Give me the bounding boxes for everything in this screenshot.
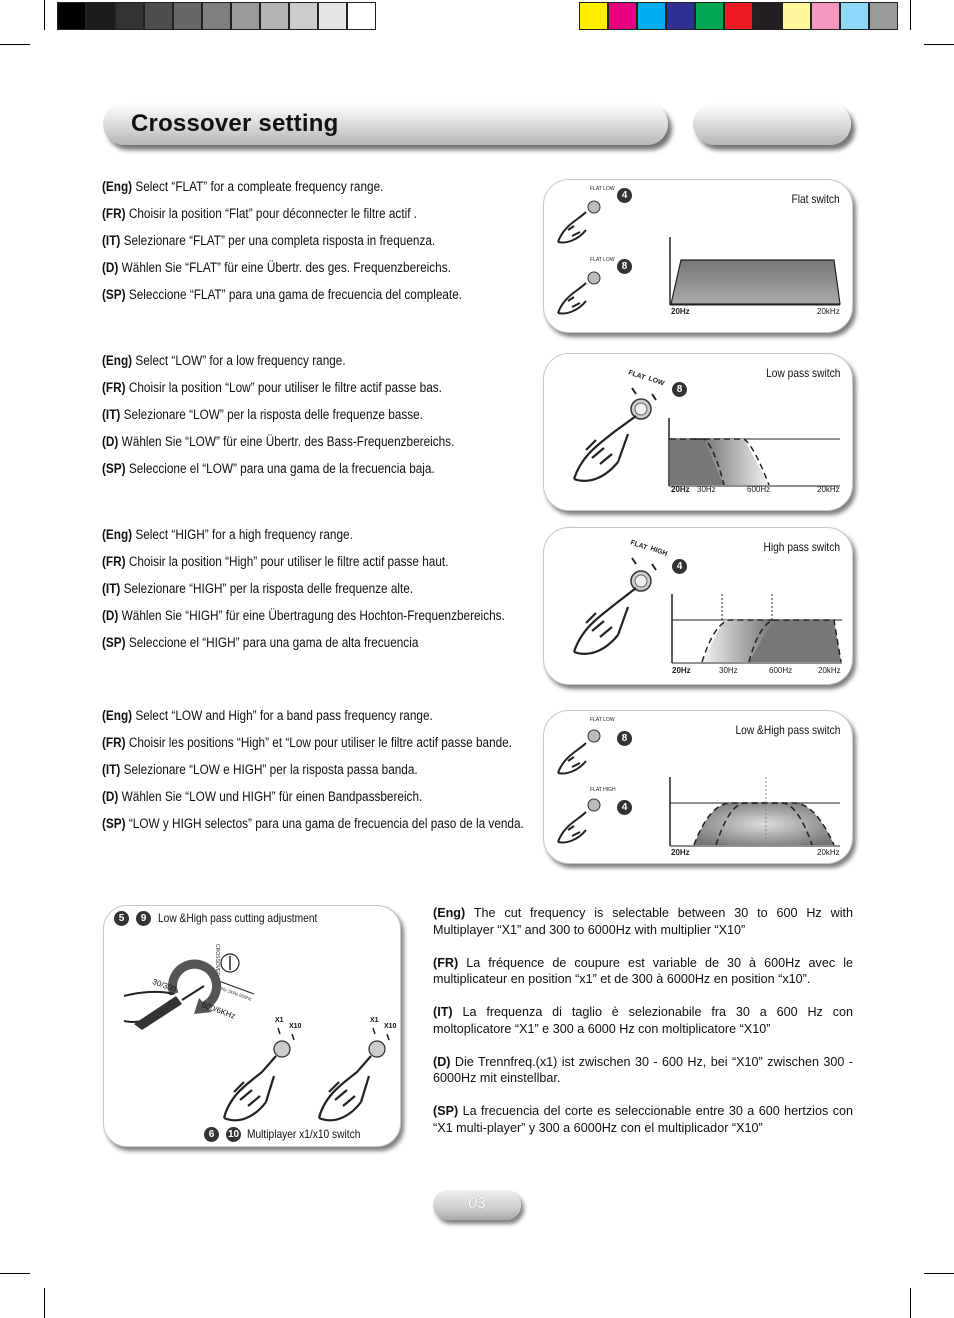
crop-mark	[44, 0, 45, 30]
description-text: The cut frequency is selectable between 30 to 600 Hz with Multiplayer “X1” and 300 to 6000Hz with multiplier “X10”	[433, 906, 853, 937]
language-code: (FR)	[433, 955, 459, 970]
language-line	[102, 521, 472, 548]
gray-swatch	[115, 2, 144, 30]
section-flat-text	[102, 173, 472, 308]
instruction-text: Select “LOW and High” for a band pass frequency range.	[135, 708, 433, 723]
freq-label: 30Hz	[719, 666, 738, 675]
language-code: (IT)	[102, 762, 121, 777]
svg-text:FLAT: FLAT	[629, 539, 649, 552]
gray-swatch	[318, 2, 347, 30]
instruction-text: Choisir la position “High” pour utiliser le filtre actif passe haut.	[128, 554, 449, 569]
description-paragraph	[433, 1103, 853, 1136]
high-pass-switch-panel	[543, 527, 853, 685]
color-swatch	[637, 2, 666, 30]
knob-min-label: 30/300	[151, 977, 178, 994]
freq-label: 600Hz	[769, 666, 793, 675]
title-banner	[103, 103, 668, 145]
language-line	[102, 281, 472, 308]
instruction-text: Wählen Sie “LOW und HIGH” für einen Bandpassbereich.	[121, 789, 423, 804]
multiplier-description	[433, 905, 853, 1153]
language-line	[102, 428, 472, 455]
language-code: (D)	[102, 789, 119, 804]
language-code: (SP)	[102, 816, 126, 831]
language-code: (SP)	[433, 1104, 459, 1118]
freq-label: 20kHz	[817, 485, 840, 494]
language-code: (FR)	[102, 380, 126, 395]
freq-label: 20Hz	[671, 485, 690, 494]
instruction-text: Seleccione el “LOW” para una gama de la frecuencia baja.	[128, 461, 435, 476]
language-code: (IT)	[433, 1005, 453, 1019]
flat-illustration	[544, 180, 852, 332]
step-badge: 4	[617, 800, 632, 815]
language-code: (FR)	[102, 554, 126, 569]
language-line	[102, 347, 472, 374]
language-line	[102, 702, 472, 729]
instruction-text: Wählen Sie “LOW” für eine Übertr. des Bass-Frequenzbereichs.	[121, 434, 455, 449]
adjustment-illustration	[104, 906, 400, 1146]
language-code: (SP)	[102, 635, 126, 650]
step-badge: 8	[617, 731, 632, 746]
page-number: 03	[468, 1195, 486, 1212]
switch-x1-label: X1	[275, 1017, 284, 1024]
language-code: (IT)	[102, 233, 121, 248]
color-swatch	[695, 2, 724, 30]
svg-text:CROSSOVER: CROSSOVER	[214, 944, 220, 976]
language-line	[102, 783, 472, 810]
svg-text:LOW: LOW	[647, 375, 666, 388]
gray-swatch	[173, 2, 202, 30]
step-badge: 5	[114, 911, 129, 926]
gray-swatch	[202, 2, 231, 30]
step-badge: 8	[672, 382, 687, 397]
instruction-text: Select “FLAT” for a compleate frequency range.	[135, 179, 384, 194]
svg-text:FLAT HIGH: FLAT HIGH	[590, 787, 616, 793]
freq-label: 600Hz	[747, 485, 771, 494]
instruction-text: Wählen Sie “FLAT” für eine Übertr. des ges. Frequenzbereichs.	[121, 260, 451, 275]
freq-label: 20Hz	[671, 307, 690, 316]
freq-label: 30Hz	[697, 485, 716, 494]
knob-max-label: 600/6KHz	[200, 1000, 237, 1021]
page-title: Crossover setting	[131, 110, 339, 137]
color-swatch	[811, 2, 840, 30]
instruction-text: Choisir les positions “High” et “Low pour utiliser le filtre actif passe bande.	[128, 735, 513, 750]
low-pass-switch-panel	[543, 353, 853, 511]
color-swatch	[608, 2, 637, 30]
description-paragraph	[433, 905, 853, 938]
adjust-label: Low &High pass cutting adjustment	[158, 911, 318, 925]
switch-x1-label: X1	[370, 1017, 379, 1024]
description-paragraph	[433, 1054, 853, 1087]
language-code: (IT)	[102, 407, 121, 422]
instruction-text: “LOW y HIGH selectos” para una gama de frecuencia del paso de la venda.	[128, 816, 524, 831]
crop-mark	[910, 1288, 911, 1318]
switch-x10-label: X10	[384, 1023, 397, 1030]
instruction-text: Seleccione el “HIGH” para una gama de alta frecuencia	[128, 635, 419, 650]
step-badge: 4	[672, 559, 687, 574]
language-code: (SP)	[102, 287, 126, 302]
description-paragraph	[433, 955, 853, 988]
step-badge: 10	[227, 1129, 240, 1140]
color-swatch	[840, 2, 869, 30]
crop-mark	[0, 1273, 30, 1274]
description-text: La fréquence de coupure est variable de 30 à 600Hz avec le multiplicateur en position “x1” et de 300 à 6000Hz en position “x10”.	[433, 955, 853, 986]
svg-text:30Hz-1KHz 600Hz: 30Hz-1KHz 600Hz	[215, 984, 253, 1002]
panel-label: Low pass switch	[765, 366, 840, 380]
switch-x10-label: X10	[289, 1023, 302, 1030]
description-text: Die Trennfreq.(x1) ist zwischen 30 - 600 Hz, bei “X10” zwischen 300 - 6000Hz mit einstellbar.	[433, 1054, 853, 1085]
color-swatch	[666, 2, 695, 30]
language-line	[102, 200, 472, 227]
crop-mark	[0, 44, 30, 45]
language-code: (Eng)	[102, 353, 133, 368]
gray-swatch	[86, 2, 115, 30]
language-line	[102, 401, 472, 428]
svg-text:FLAT LOW: FLAT LOW	[590, 257, 615, 263]
instruction-text: Selezionare “HIGH” per la risposta delle frequenze alte.	[123, 581, 414, 596]
flat-switch-panel	[543, 179, 853, 333]
language-code: (D)	[102, 260, 119, 275]
language-line	[102, 173, 472, 200]
color-swatch	[869, 2, 898, 30]
instruction-text: Selezionare “LOW e HIGH” per la risposta passa banda.	[123, 762, 418, 777]
language-line	[102, 374, 472, 401]
freq-label: 20kHz	[817, 307, 840, 316]
color-swatch	[753, 2, 782, 30]
crop-mark	[44, 1288, 45, 1318]
decorative-pill	[693, 103, 851, 145]
high-pass-illustration	[544, 528, 852, 684]
language-code: (SP)	[102, 461, 126, 476]
gray-swatch	[289, 2, 318, 30]
cutting-adjustment-panel	[103, 905, 401, 1147]
instruction-text: Choisir la position “Low” pour utiliser le filtre actif passe bas.	[128, 380, 442, 395]
section-band-text	[102, 702, 524, 837]
panel-label: Flat switch	[791, 192, 840, 206]
language-line	[102, 455, 472, 482]
language-code: (D)	[433, 1054, 451, 1069]
svg-text:FLAT LOW: FLAT LOW	[590, 186, 615, 192]
section-high-text	[102, 521, 505, 656]
multiplier-label: Multiplayer x1/x10 switch	[247, 1127, 361, 1141]
language-code: (D)	[102, 434, 119, 449]
freq-label: 20kHz	[818, 666, 841, 675]
language-code: (IT)	[102, 581, 121, 596]
band-pass-illustration	[544, 711, 852, 863]
language-line	[102, 227, 472, 254]
gray-swatch	[57, 2, 86, 30]
language-code: (Eng)	[102, 708, 133, 723]
svg-text:HIGH: HIGH	[649, 545, 669, 558]
crop-mark	[910, 0, 911, 30]
instruction-text: Wählen Sie “HIGH” für eine Übertragung des Hochton-Frequenzbereichs.	[121, 608, 505, 623]
description-paragraph	[433, 1004, 853, 1037]
color-swatch	[724, 2, 753, 30]
step-badge: 4	[617, 188, 632, 203]
panel-label: High pass switch	[763, 540, 840, 554]
instruction-text: Selezionare “LOW” per la risposta delle frequenze basse.	[123, 407, 423, 422]
language-code: (Eng)	[102, 527, 133, 542]
gray-swatch	[347, 2, 376, 30]
freq-label: 20Hz	[672, 666, 691, 675]
gray-swatch	[231, 2, 260, 30]
panel-label: Low &High pass switch	[735, 723, 840, 737]
gray-swatch	[144, 2, 173, 30]
language-line	[102, 756, 472, 783]
crop-mark	[924, 1273, 954, 1274]
step-badge: 8	[617, 259, 632, 274]
freq-label: 20kHz	[817, 848, 840, 857]
svg-text:FLAT LOW: FLAT LOW	[590, 717, 615, 723]
instruction-text: Select “LOW” for a low frequency range.	[135, 353, 346, 368]
instruction-text: Selezionare “FLAT” per una completa risposta in frequenza.	[123, 233, 436, 248]
language-line	[102, 629, 472, 656]
step-badge: 6	[204, 1127, 219, 1142]
instruction-text: Choisir la position “Flat” pour déconnecter le filtre actif .	[128, 206, 418, 221]
language-line	[102, 602, 505, 629]
language-line	[102, 810, 524, 837]
language-line	[102, 575, 472, 602]
instruction-text: Seleccione “FLAT” para una gama de frecuencia del compleate.	[128, 287, 463, 302]
band-pass-switch-panel	[543, 710, 853, 864]
language-code: (FR)	[102, 735, 126, 750]
step-badge: 9	[136, 911, 151, 926]
freq-label: 20Hz	[671, 848, 690, 857]
language-code: (FR)	[102, 206, 126, 221]
color-swatch	[579, 2, 608, 30]
language-line	[102, 729, 513, 756]
section-low-text	[102, 347, 472, 482]
color-swatch	[782, 2, 811, 30]
language-code: (Eng)	[433, 906, 466, 920]
instruction-text: Select “HIGH” for a high frequency range.	[135, 527, 353, 542]
description-text: La frecuencia del corte es seleccionable entre 30 a 600 hertzios con “X1 multi-player” y 300 a 6000Hz con el multiplicador “X10”	[433, 1104, 854, 1135]
language-code: (Eng)	[102, 179, 133, 194]
svg-text:FLAT: FLAT	[627, 369, 647, 382]
page-number-pill	[433, 1190, 521, 1220]
language-line	[102, 254, 472, 281]
description-text: La frequenza di taglio è selezionabile fra 30 a 600 Hz con moltoplicatore “X1” e 300 a 6000 Hz con moltiplicatore “X10”	[433, 1005, 854, 1036]
language-line	[102, 548, 472, 575]
crop-mark	[924, 44, 954, 45]
gray-swatch	[260, 2, 289, 30]
language-code: (D)	[102, 608, 119, 623]
